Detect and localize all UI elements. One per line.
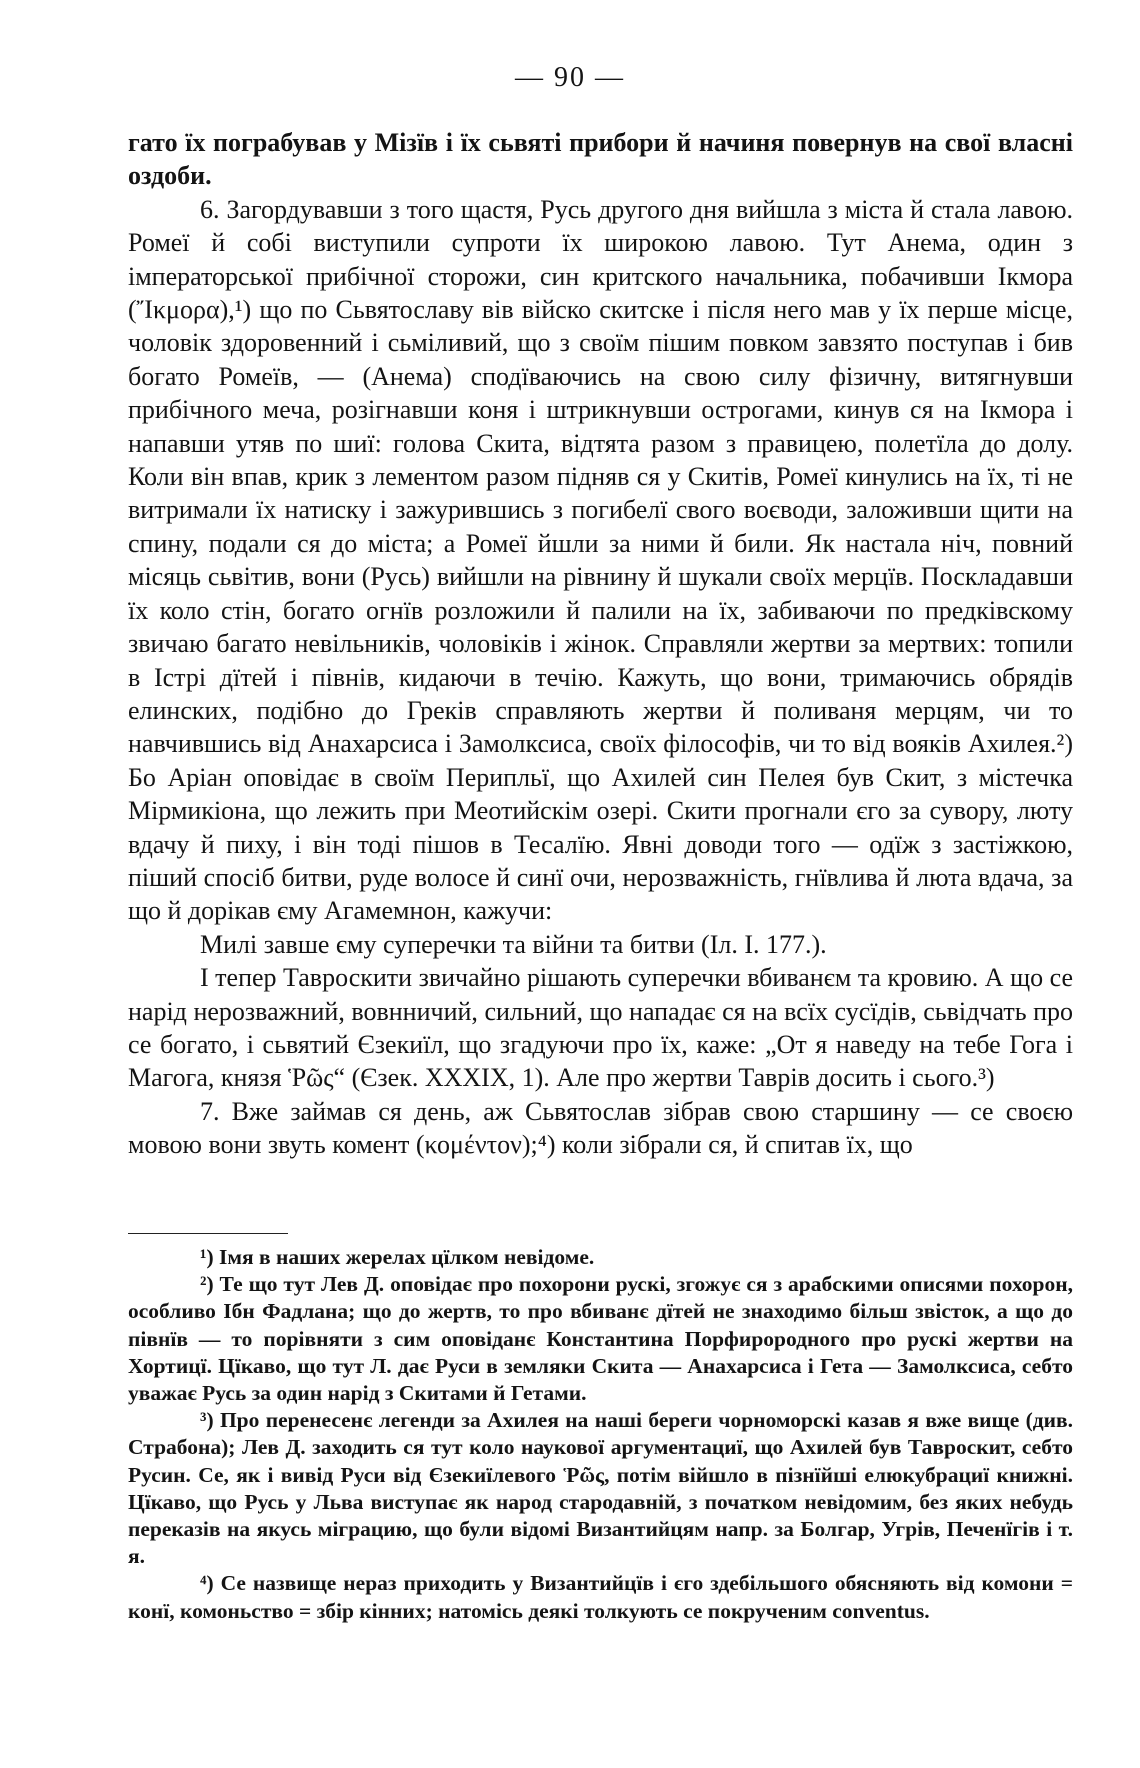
verse-quote: Милі завше єму суперечки та війни та битви (Іл. І. 177.).: [200, 929, 827, 959]
footnote-2: ²) Те що тут Лев Д. оповідає про похорони рускі, згожує ся з арабскими описями похорон, особливо Ібн Фадлана; що до жертв, то про вбиванє дїтей не знаходимо більш звісток, а що до півнїв — то порівняти з сим оповіданє Константина Порфирородного про рускі жертви на Хортицї. Цїкаво, що тут Л. дає Руси в земляки Скита — Анахарсиса і Гета — Замолксиса, себто уважає Русь за один нарід з Скитами й Гетами.: [128, 1272, 1073, 1406]
footnote-4: ⁴) Се назвище нераз приходить у Византийцїв і єго здебільшого обясняють від комони = конї, комоньство = збір кінних; натомісь деякі толкують се покрученим conventus.: [128, 1571, 1073, 1623]
page-number: — 90 —: [515, 62, 625, 93]
paragraph-section-6: 6. Загордувавши з того щастя, Русь другого дня вийшла з міста й стала лавою. Ромеї й собі виступили супроти їх широкою лавою. Тут Анема, один з імператорської прибічної сторожи, син критского начальника, побачивши Ікмора (Ἴκμορα),¹) що по Сьвятославу вів війско скитске і після него мав у їх перше місце, чоловік здоровенний і сьміливий, що з своїм пішим повком завзято поступав і бив богато Ромеїв, — (Анема) сподїваючись на свою силу фізичну, витягнувши прибічного меча, розігнавши коня і штрикнувши острогами, кинув ся на Ікмора і напавши утяв по шиї: голова Скита, відтята разом з правицею, полетїла до долу. Коли він впав, крик з лементом разом підняв ся у Скитів, Ромеї кинулись на їх, ті не витримали їх натиску і зажурившись з погибелї свого воєводи, заложивши щити на спину, подали ся до міста; а Ромеї йшли за ними й били. Як настала ніч, повний місяць сьвітив, вони (Русь) вийшли на рівнину й шукали своїх мерцїв. Поскладавши їх коло стін, богато огнїв розложили й палили на їх, забиваючи по предківскому звичаю багато невільників, чоловіків і жінок. Справляли жертви за мертвих: топили в Істрі дїтей і півнів, кидаючи в течію. Кажуть, що вони, тримаючись обрядів елинских, подібно до Греків справляють жертви й поливаня мерцям, чи то навчившись від Анахарсиса і Замолксиса, своїх філософів, чи то від вояків Ахилея.²) Бо Аріан оповідає в своїм Перипльї, що Ахилей син Пелея був Скит, з містечка Мірмикіона, що лежить при Меотийскім озері. Скити прогнали єго за сувору, люту вдачу й пиху, і він тоді пішов в Тесалїю. Явні доводи того — одїж з застіжкою, піший спосіб битви, руде волосе й синї очи, нерозважність, гнївлива й люта вдача, за що й дорікав єму Агамемнон, кажучи:: [128, 194, 1073, 926]
paragraph-continuation: гато їх пограбував у Мізїв і їх сьвяті прибори й начиня повернув на свої власні оздоби.: [128, 128, 1073, 191]
footnote-3: ³) Про перенесенє легенди за Ахилея на наші береги чорноморскі казав я вже вище (див. Страбона); Лев Д. заходить ся тут коло наукової аргументациї, що Ахилей був Тавроскит, себто Русин. Се, як і вивід Руси від Єзекиїлевого Ῥῶς, потім війшло в пізнїйші елюкубрациї книжні. Цїкаво, що Русь у Льва виступає як народ стародавній, з початком невідомим, без яких небудь переказів на якусь міграцию, що були відомі Византийцям напр. за Болгар, Угрів, Печенїгів і т. я.: [128, 1408, 1073, 1569]
main-text: [128, 126, 1073, 1162]
footnotes: [128, 1244, 1073, 1625]
paragraph-section-7: 7. Вже займав ся день, аж Сьвятослав зібрав свою старшину — се своєю мовою вони звуть комент (κομέντον);⁴) коли зібрали ся, й спитав їх, що: [128, 1096, 1073, 1160]
footnote-1: ¹) Імя в наших жерелах цїлком невідоме.: [200, 1245, 595, 1269]
paragraph-tauroscythians: І тепер Тавроскити звичайно рішають суперечки вбиванєм та кровию. А що се нарід нерозважний, вовнничий, сильний, що нападає ся на всїх сусїдів, сьвідчать про се богато, і сьвятий Єзекиїл, що згадуючи про їх, каже: „От я наведу на тебе Гога і Магога, князя Ῥῶς“ (Єзек. XXXIX, 1). Але про жертви Таврів досить і сього.³): [128, 963, 1073, 1093]
footnote-divider: [128, 1233, 288, 1234]
